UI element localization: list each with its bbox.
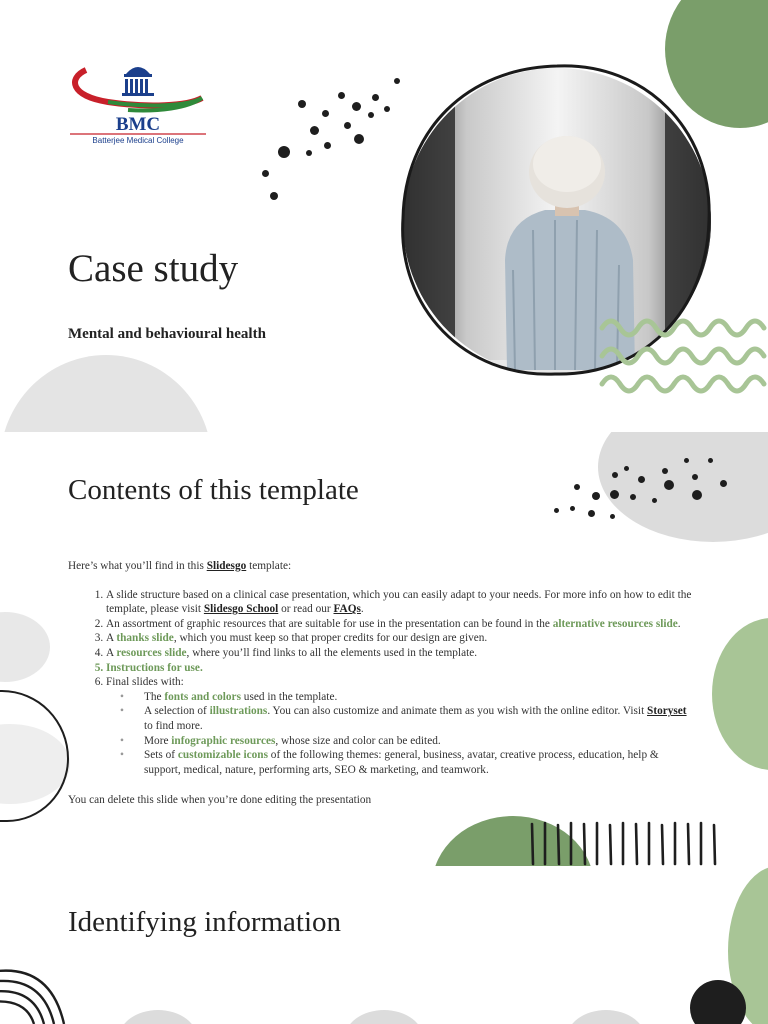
lines-decoration [528,820,728,866]
wavy-lines-decoration [598,310,768,400]
list-item: 3. A thanks slide, which you must keep so that proper credits for our design are given. [106,631,698,646]
storyset-link[interactable]: Storyset [647,705,687,718]
gray-blob-decoration [118,1010,198,1024]
sub-list-item: • The fonts and colors used in the template. [144,690,698,705]
contents-list [68,588,698,778]
sub-list-item: • A selection of illustrations. You can also customize and animate them as you wish with the online editor. Visit Storyset to find more. [144,704,698,733]
gray-blob-decoration [0,612,50,682]
sub-list-item: • More infographic resources, whose size and color can be edited. [144,734,698,749]
dots-decoration [552,454,732,524]
bmc-logo [68,58,208,148]
slide-contents [0,432,768,866]
footer-note: You can delete this slide when you’re done editing the presentation [68,794,372,807]
outline-shape-decoration [0,690,69,822]
arcs-decoration [0,964,70,1024]
slidesgo-link[interactable]: Slidesgo [206,560,247,572]
slidesgo-school-link[interactable]: Slidesgo School [203,603,279,616]
list-item: 2. An assortment of graphic resources that are suitable for use in the presentation can be found in the alternative resources slide. [106,617,698,632]
gray-blob-decoration [0,355,212,432]
logo-name: Batterjee Medical College [92,136,184,145]
sub-list-item: • Sets of customizable icons of the following themes: general, business, avatar, creative process, education, help & support, medical, nature, performing arts, SEO & marketing, and teamwork. [144,748,698,777]
contents-body [68,559,698,808]
logo-abbrev: BMC [115,114,161,135]
list-item: 1. A slide structure based on a clinical case presentation, which you can easily adapt to your needs. For more info on how to edit the template, please visit Slidesgo School or read our FAQs. [106,588,698,617]
slide-title: Case study [68,247,239,290]
list-item: 5. Instructions for use. [106,661,698,676]
green-blob-decoration [712,618,768,770]
list-item: 6. Final slides with: • The fonts and colors used in the template. • A selection of illustrations. You can also customize and animate them as you wish with the online editor. Visit Storyset to find more. • More infographic resources, whose size and color can be edited. • Sets of customizable icons of the following themes: general, business, avatar, creative process, education, help & support, medical, nature, performing arts, SEO & marketing, and teamwork. [106,675,698,777]
slide-title: Identifying information [68,906,342,938]
list-item: 4. A resources slide, where you’ll find links to all the elements used in the template. [106,646,698,661]
gray-blob-decoration [344,1010,424,1024]
slide-identifying-information [0,866,768,1024]
sub-list [106,690,698,778]
intro-text: Here’s what you’ll find in this Slidesgo template: [68,560,292,572]
gray-blob-decoration [566,1010,646,1024]
faqs-link[interactable]: FAQs [333,603,361,616]
slide-subtitle: Mental and behavioural health [68,326,266,342]
dots-decoration [258,72,408,207]
slide-case-study [0,0,768,432]
slide-title: Contents of this template [68,474,359,506]
